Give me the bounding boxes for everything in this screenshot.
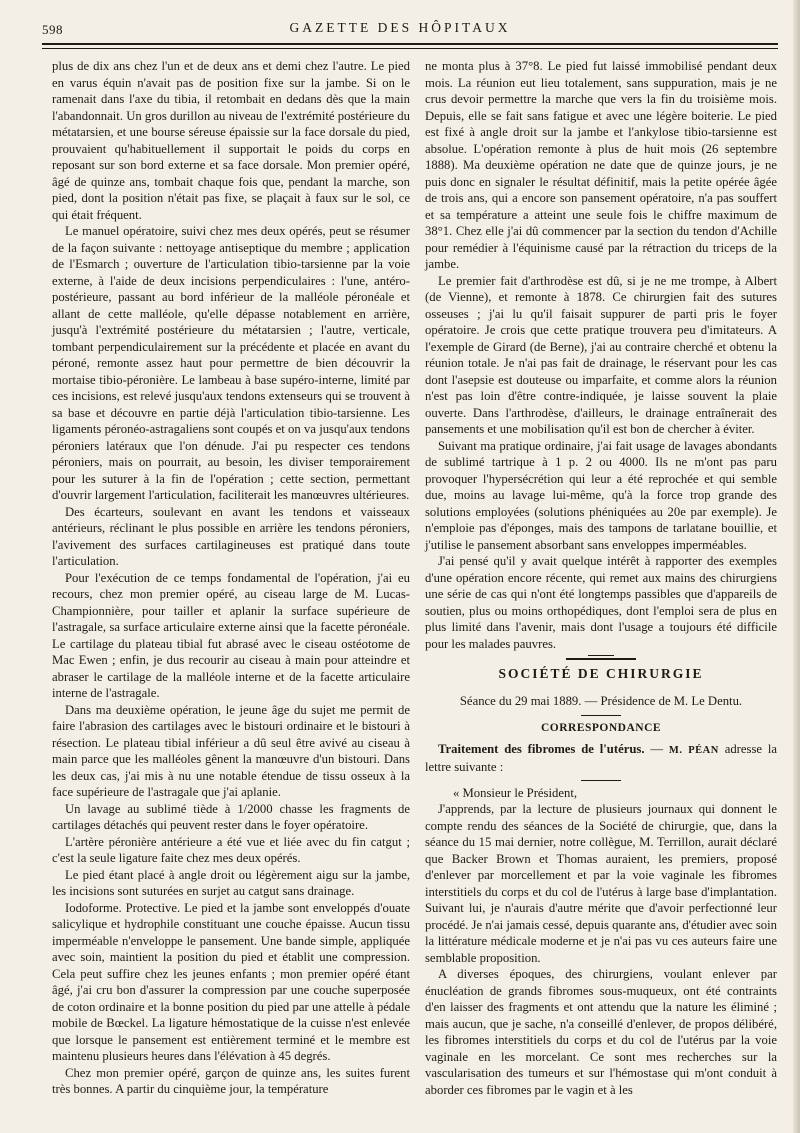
paragraph: plus de dix ans chez l'un et de deux ans et demi chez l'autre. Le pied en varus équin n'avait pas de position fixe sur la jambe. Si on le ramenait dans l'axe du tibia, il retombait en dedans dès que la main l'abandonnait. Un gros durillon au niveau de l'extrémité postérieure du métatarsien, et une bourse séreuse épaissie sur la face dorsale du pied, prouvaient qu'habituellement il supportait le poids du corps en reposant sur son bord externe et sa face dorsale. Mon premier opéré, âgé de quinze ans, tombait chaque fois que, pendant la marche, son pied, dont la position n'était pas fixe, se plaçait à faux sur le sol, ce qui était fréquent. — [52, 59, 410, 222]
paragraph: Le manuel opératoire, suivi chez mes deux opérés, peut se résumer de la façon suivante : nettoyage antiseptique du membre ; application de l'Esmarch ; ouverture de l'articulation tibio-tarsienne par la voie externe, à l'aide de deux incisions perpendiculaires : l'une, antéro-postérieure, passant au bord inférieur de la malléole péronéale et allant de cette malléole, qu'elle dépasse notablement en arrière, jusqu'à l'extrémité postérieure du métatarsien ; l'autre, verticale, tombant perpendiculairement sur la précédente et placée en avant du péroné, remonte assez haut pour permettre de bien découvrir la mortaise tibio-péronière. Le lambeau à base supéro-interne, limité par ces incisions, est relevé jusqu'aux tendons extenseurs qui se trouvent à sa base et découvre en partie déjà l'articulation tibio-tarsienne. Les ligaments péronéo-astragaliens sont coupés et on va jusqu'aux tendons péroniers latéraux que l'on dénude. J'ai pu respecter ces tendons péroniers, mais on pourrait, au besoin, les diviser temporairement pour les suturer à la fin de l'opération ; cette section, permettant d'ouvrir largement l'articulation, faciliterait les manœuvres ultérieures. — [52, 224, 410, 502]
article-author: M. PÉAN — [668, 744, 719, 756]
article-lead: Traitement des fibromes de l'utérus. — M. PÉAN adresse la lettre suivante : — [425, 741, 778, 774]
paragraph: Iodoforme. Protective. Le pied et la jambe sont enveloppés d'ouate salicylique et hydrophile constituant une couche épaisse. Aucun tissu imperméable n'enveloppe le pansement. Une bande simple, appliquée avec soin, maintient la position du pied et établit une compression. Cela peut suffire chez les jeunes enfants ; mon premier opéré étant âgé, j'ai cru bon d'assurer la compression par une couche superposée de coton ordinaire et la bonne position du pied par une attelle à pédale mobile de Bœckel. La ligature hémostatique de la cuisse n'est enlevée que lorsque le pansement est entièrement terminé et le membre est maintenu plusieurs heures dans l'élévation à 45 degrés. — [52, 900, 410, 1063]
section-title: SOCIÉTÉ DE CHIRURGIE — [498, 666, 704, 681]
paragraph: Des écarteurs, soulevant en avant les tendons et vaisseaux antérieurs, réclinant le plus possible en arrière les tendons péroniers, l'avivement des surfaces cartilagineuses est pratiqué dans toute l'articulation. — [52, 504, 410, 568]
paragraph: ne monta plus à 37°8. Le pied fut laissé immobilisé pendant deux mois. La réunion eut lieu totalement, sans suppuration, mais je ne crus devoir permettre la marche que vers la fin du troisième mois. Depuis, elle se fait sans fatigue et avec une légère boiterie. Le pied est fixé à angle droit sur la jambe et l'ankylose tibio-tarsienne est absolue. L'opération remonte à plus de huit mois (26 septembre 1888). Ma deuxième opération ne date que de quinze jours, je ne puis donc en signaler le résultat définitif, mais la petite opérée âgée de trois ans, qui a encore son pansement opératoire, n'a pas souffert et sa température a atteint une seule fois le chiffre maximum de 38°1. Chez elle j'ai dû commencer par la section du tendon d'Achille pour remédier à l'équinisme causé par la rétraction du triceps de la jambe. — [425, 59, 777, 271]
letter-salutation: « Monsieur le Président, — [453, 785, 578, 800]
article-title: Traitement des fibromes de l'utérus. — [438, 741, 645, 756]
page-binding-edge — [793, 0, 800, 1133]
paragraph: Le pied étant placé à angle droit ou légèrement aigu sur la jambe, les incisions sont suturées en surjet au catgut sans drainage. — [52, 867, 410, 898]
paragraph: L'artère péronière antérieure a été vue et liée avec du fin catgut ; c'est la seule ligature faite chez mes deux opérés. — [52, 834, 410, 865]
paragraph: Le premier fait d'arthrodèse est dû, si je ne me trompe, à Albert (de Vienne), et remonte à 1878. Ce chirurgien fait des sutures osseuses ; j'ai lu qu'il faisait suppurer de parti pris le foyer opératoire. Je crois que cette pratique trouvera peu d'imitateurs. A l'exemple de Girard (de Berne), j'ai au contraire cherché et obtenu la réunion totale. Je n'ai pas fait de drainage, le réservant pour les cas dont l'asepsie est douteuse ou imparfaite, et comme alors la réunion n'est pas loin d'être contre-indiquée, je laisse souvent la plaie ouverte. Dans l'arthrodèse, d'ailleurs, le drainage entraînerait des pansements et une mobilisation qu'il est bon de chercher à éviter. — [425, 273, 777, 436]
page-number: 598 — [42, 22, 63, 37]
paragraph: A diverses époques, des chirurgiens, voulant enlever par énucléation de grands fibromes sous-muqueux, ont été contraints d'en laisser des fragments et ont attendu que la nature les éliminé ; mais aucun, que je sache, n'a conseillé d'enlever, de propos délibéré, les fibromes interstitiels du corps et du col de l'utérus par la voie vaginale en les morcelant. Ce sont mes recherches sur la vascularisation des tumeurs et sur l'hémostase qui m'ont conduit à aborder ces fibromes par le vagin et à les — [425, 967, 777, 1097]
divider — [581, 780, 621, 781]
paragraph: J'ai pensé qu'il y avait quelque intérêt à rapporter des exemples d'une opération encore récente, qui remet aux mains des chirurgiens une série de cas qui n'ont été longtemps passibles que d'appareils de soutien, plus ou moins orthopédiques, dont l'emploi sera de plus en plus limité dans l'avenir, mais dont l'usage a toujours été difficile pour les malades pauvres. — [425, 554, 777, 651]
paragraph: Suivant ma pratique ordinaire, j'ai fait usage de lavages abondants de sublimé tartrique à 1 p. 2 ou 4000. Ils ne m'ont pas paru provoquer l'hypersécrétion qui leur a été reprochée et qui semble due, moins au lavage lui-même, qu'à la force trop grande des solutions employées (solutions phéniquées au 20e par exemple). Je n'emploie pas d'éponges, mais des tampons de tarlatane bouillie, et j'utilise le pansement absorbant sans enveloppes imperméables. — [425, 438, 777, 552]
subsection-title: CORRESPONDANCE — [540, 722, 662, 734]
seance-line: Séance du 29 mai 1889. — Présidence de M. Le Dentu. — [459, 693, 743, 708]
left-column — [52, 58, 410, 1098]
paragraph: Un lavage au sublimé tiède à 1/2000 chasse les fragments de cartilages détachés qui peuvent rester dans le foyer opératoire. — [52, 801, 410, 832]
divider — [581, 715, 621, 716]
paragraph: J'apprends, par la lecture de plusieurs journaux qui donnent le compte rendu des séances de la Société de chirurgie, que, dans la séance du 15 mai dernier, notre collègue, M. Terrillon, aurait déclaré que Backer Brown et Thomas auraient, les premiers, proposé d'enlever par morcellement et par la voie vaginale les fibromes interstitiels du corps et du col de l'utérus à large base d'implantation. Suivant lui, je n'aurais d'autre mérite que d'avoir perfectionné leur procédé. Je n'ai jamais cessé, depuis quarante ans, d'étudier avec soin la littérature médicale moderne et je n'ai pas vu ces auteurs faire une semblable proposition. — [425, 802, 777, 965]
paragraph: Pour l'exécution de ce temps fondamental de l'opération, j'ai eu recours, chez mon premier opéré, au ciseau large de M. Lucas-Championnière, pour tailler et aplanir la surface supérieure de l'astragale, sa surface articulaire externe ainsi que la facette péronéale. Le cartilage du plateau tibial fut abrasé avec le ciseau ostéotome de Mac Ewen ; enfin, je dus recourir au ciseau à main pour atteindre et abraser le cartilage de la malléole interne et de la facette articulaire interne de l'astragale. — [52, 570, 410, 700]
section-separator — [566, 658, 636, 660]
article-lead-rest: adresse la lettre suivante : — [425, 741, 778, 774]
paragraph: Dans ma deuxième opération, le jeune âge du sujet me permit de faire l'abrasion des cartilages avec le bistouri ordinaire et le bistouri à résection. Le plateau tibial inférieur a dû seul être avivé au ciseau à main parce que les malléoles gênent la manœuvre d'un bistouri. Dans les deux cas, j'ai mis à nu une notable étendue de tissu osseux à la face supérieure de l'astragale que j'ai aplanie. — [52, 702, 410, 799]
header-rule-thin — [42, 48, 778, 49]
paragraph: Chez mon premier opéré, garçon de quinze ans, les suites furent très bonnes. A partir du cinquième jour, la température — [52, 1065, 410, 1096]
right-column — [425, 58, 777, 1098]
header-rule — [42, 43, 778, 45]
running-title: GAZETTE DES HÔPITAUX — [289, 20, 511, 35]
